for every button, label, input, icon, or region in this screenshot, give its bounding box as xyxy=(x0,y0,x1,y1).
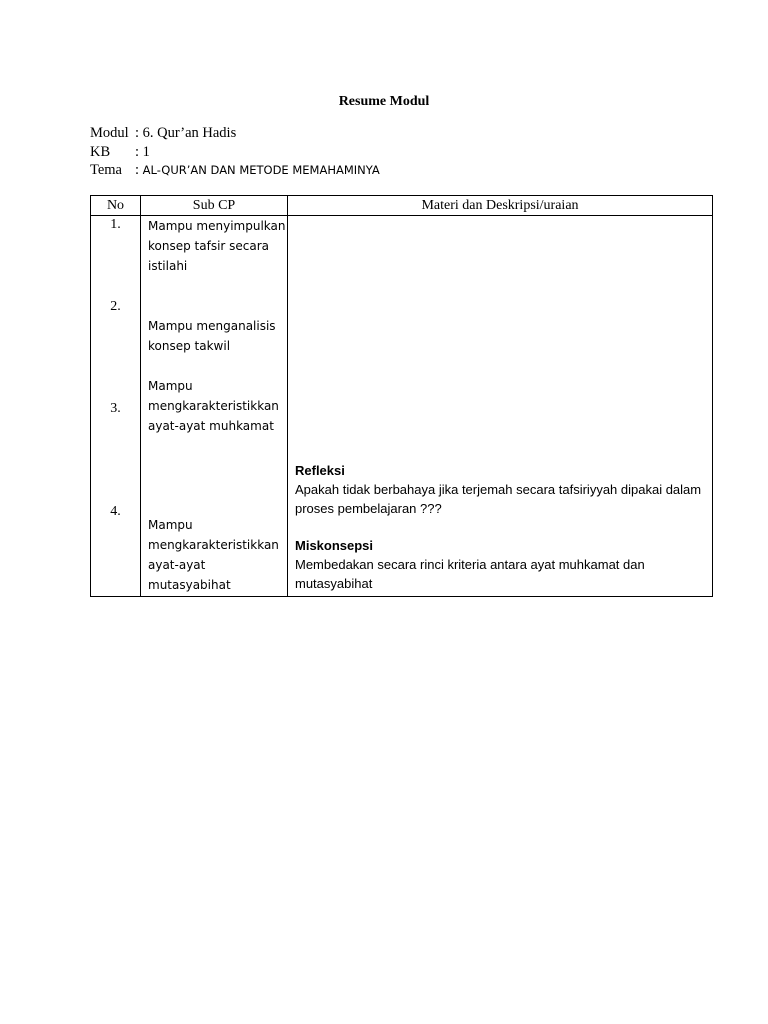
tema-colon: : xyxy=(135,162,140,178)
row-number-3: 3. xyxy=(110,401,121,416)
materi-column xyxy=(288,216,713,597)
refleksi-heading: Refleksi xyxy=(295,463,345,478)
row-number-4: 4. xyxy=(110,504,121,519)
resume-table xyxy=(90,195,713,597)
header-no: No xyxy=(91,196,141,216)
table-row xyxy=(91,216,713,597)
table-header-row xyxy=(91,196,713,216)
modul-label: Modul xyxy=(90,125,129,141)
tema-value: AL-QUR’AN DAN METODE MEMAHAMINYA xyxy=(142,163,380,177)
modul-value: : 6. Qur’an Hadis xyxy=(135,125,237,141)
miskonsepsi-section xyxy=(295,536,705,593)
header-sub-cp: Sub CP xyxy=(141,196,288,216)
sub-cp-column xyxy=(141,216,288,597)
meta-modul xyxy=(90,124,236,142)
meta-kb xyxy=(90,143,150,161)
kb-value: : 1 xyxy=(135,144,150,160)
sub-cp-1: Mampu menyimpulkan konsep tafsir secara istilahi xyxy=(148,219,286,273)
refleksi-section xyxy=(295,461,705,518)
no-column xyxy=(91,216,141,597)
miskonsepsi-heading: Miskonsepsi xyxy=(295,538,374,553)
document-title: Resume Modul xyxy=(338,94,430,109)
tema-label: Tema xyxy=(90,162,122,178)
miskonsepsi-text: Membedakan secara rinci kriteria antara ayat muhkamat dan mutasyabihat xyxy=(295,557,645,591)
row-number-1: 1. xyxy=(110,217,121,232)
sub-cp-2: Mampu menganalisis konsep takwil xyxy=(148,319,276,353)
sub-cp-4: Mampu mengkarakteristikkan ayat-ayat mutasyabihat xyxy=(148,518,279,592)
kb-label: KB xyxy=(90,144,111,160)
header-materi: Materi dan Deskripsi/uraian xyxy=(288,196,713,216)
sub-cp-3: Mampu mengkarakteristikkan ayat-ayat muhkamat xyxy=(148,379,279,433)
row-number-2: 2. xyxy=(110,299,121,314)
refleksi-text: Apakah tidak berbahaya jika terjemah secara tafsiriyyah dipakai dalam proses pembelajaran ??? xyxy=(295,482,702,516)
meta-tema xyxy=(90,161,380,179)
